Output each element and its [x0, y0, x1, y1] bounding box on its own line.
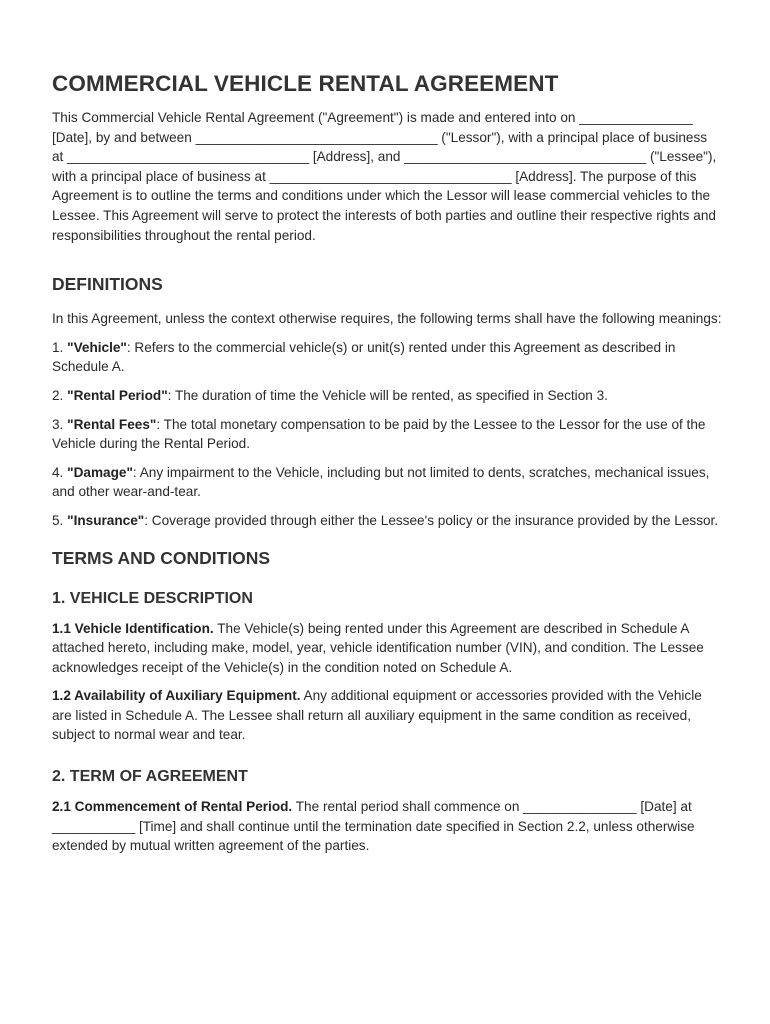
- definition-item: 1. "Vehicle": Refers to the commercial vehicle(s) or unit(s) rented under this Agreement as described in Schedule A.: [52, 339, 676, 375]
- definition-item: 2. "Rental Period": The duration of time the Vehicle will be rented, as specified in Section 3.: [52, 387, 608, 403]
- section-heading-vehicle-description: 1. VEHICLE DESCRIPTION: [52, 589, 253, 607]
- clause-1-1: 1.1 Vehicle Identification. The Vehicle(s) being rented under this Agreement are described in Schedule A attached hereto, including make, model, year, vehicle identification number (VIN), and condition. The Lessee acknowledges receipt of the Vehicle(s) in the condition noted on Schedule A.: [52, 620, 704, 675]
- definition-item: 3. "Rental Fees": The total monetary compensation to be paid by the Lessee to the Lessor for the use of the Vehicle during the Rental Period.: [52, 416, 706, 452]
- definition-item: 4. "Damage": Any impairment to the Vehicle, including but not limited to dents, scratches, mechanical issues, and other wear-and-tear.: [52, 464, 710, 500]
- clause-2-1: 2.1 Commencement of Rental Period. The rental period shall commence on _______________ [Date] at ___________ [Time] and shall continue until the termination date specified in Section 2.2, unless otherwise extended by mutual written agreement of the parties.: [52, 799, 695, 854]
- definition-item: 5. "Insurance": Coverage provided through either the Lessee's policy or the insurance provided by the Lessor.: [52, 512, 719, 528]
- document-page: [52, 70, 722, 865]
- terms-heading: TERMS AND CONDITIONS: [52, 547, 271, 568]
- definitions-heading: DEFINITIONS: [52, 274, 163, 295]
- intro-paragraph: This Commercial Vehicle Rental Agreement ("Agreement") is made and entered into on _______________ [Date], by and between ________________________________ ("Lessor"), with a principal place of business at ________________________________ [Address], and ________________________________ ("Lessee"), with a principal place of business at ________________________________ [Address]. The purpose of this Agreement is to outline the terms and conditions under which the Lessor will lease commercial vehicles to the Lessee. This Agreement will serve to protect the interests of both parties and outline their respective rights and responsibilities throughout the rental period.: [52, 110, 717, 243]
- definitions-intro: In this Agreement, unless the context otherwise requires, the following terms shall have the following meanings:: [52, 311, 722, 327]
- document-title: COMMERCIAL VEHICLE RENTAL AGREEMENT: [52, 71, 559, 96]
- clause-1-2: 1.2 Availability of Auxiliary Equipment. Any additional equipment or accessories provided with the Vehicle are listed in Schedule A. The Lessee shall return all auxiliary equipment in the same condition as received, subject to normal wear and tear.: [52, 688, 702, 743]
- section-heading-term-of-agreement: 2. TERM OF AGREEMENT: [52, 768, 248, 786]
